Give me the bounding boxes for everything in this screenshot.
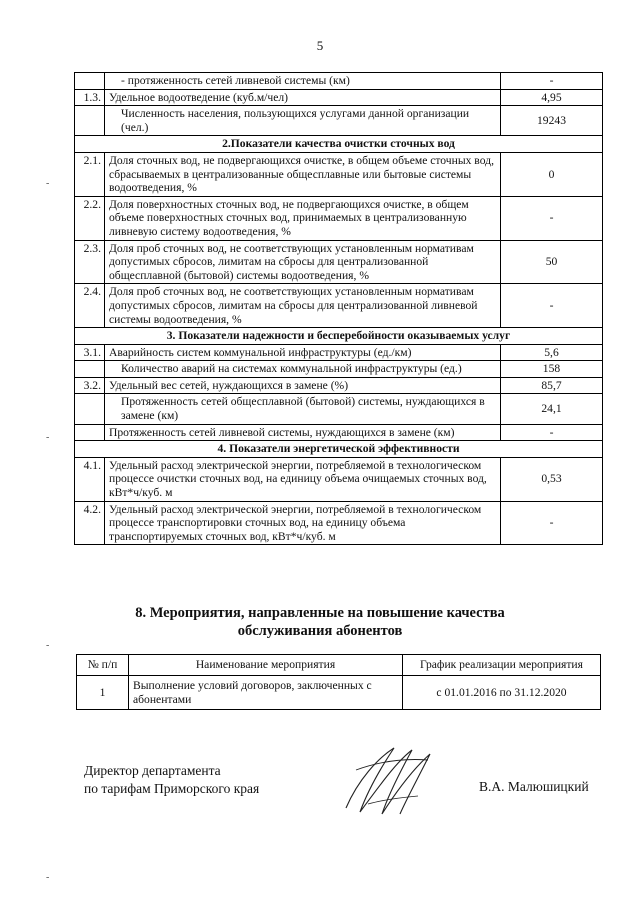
indicator-row <box>75 106 603 136</box>
indicator-number: 4.2. <box>75 501 105 545</box>
section-8-heading-line1: 8. Мероприятия, направленные на повышение качества <box>135 605 505 621</box>
indicator-number: 3.1. <box>75 344 105 361</box>
section-title: 3. Показатели надежности и бесперебойности оказываемых услуг <box>75 328 603 345</box>
signatory-title-line2: по тарифам Приморского края <box>84 781 260 796</box>
indicator-number <box>75 106 105 136</box>
section-title: 2.Показатели качества очистки сточных вод <box>75 136 603 153</box>
page-number: 5 <box>316 38 324 53</box>
section-8-heading <box>0 604 640 640</box>
indicator-row <box>75 394 603 424</box>
indicator-name: Аварийность систем коммунальной инфраструктуры (ед./км) <box>105 344 501 361</box>
measures-table <box>76 654 601 710</box>
indicator-name: Удельное водоотведение (куб.м/чел) <box>105 89 501 106</box>
indicator-value: 4,95 <box>501 89 603 106</box>
indicator-number: 2.2. <box>75 196 105 240</box>
indicator-value: 24,1 <box>501 394 603 424</box>
signatory-title <box>84 762 259 798</box>
indicator-number <box>75 424 105 441</box>
indicator-value: - <box>501 196 603 240</box>
col-number-header: № п/п <box>77 655 129 676</box>
indicator-name: Доля поверхностных сточных вод, не подвергающихся очистке, в общем объеме поверхностных сточных вод, принимаемых в централизованную ливневую систему водоотведения, % <box>105 196 501 240</box>
indicator-number: 3.2. <box>75 377 105 394</box>
indicator-name: Удельный расход электрической энергии, потребляемой в технологическом процессе транспортировки сточных вод, на единицу объема транспортируемых сточных вод, кВт*ч/куб. м <box>105 501 501 545</box>
indicator-value: 0 <box>501 152 603 196</box>
handwritten-signature <box>338 740 438 820</box>
col-name-header: Наименование мероприятия <box>129 655 403 676</box>
indicator-value: 0,53 <box>501 457 603 501</box>
indicator-name: Удельный вес сетей, нуждающихся в замене (%) <box>105 377 501 394</box>
indicator-value: - <box>501 284 603 328</box>
indicator-row <box>75 89 603 106</box>
margin-mark: - <box>46 178 50 189</box>
indicator-value: 19243 <box>501 106 603 136</box>
indicator-value: - <box>501 73 603 90</box>
indicator-name: - протяженность сетей ливневой системы (км) <box>105 73 501 90</box>
measures-header-row <box>77 655 601 676</box>
indicator-number: 4.1. <box>75 457 105 501</box>
indicator-row <box>75 196 603 240</box>
indicator-row <box>75 424 603 441</box>
signatory-title-line1: Директор департамента <box>84 763 221 778</box>
indicator-value: 50 <box>501 240 603 284</box>
indicator-row <box>75 457 603 501</box>
indicator-value: 85,7 <box>501 377 603 394</box>
section-title: 4. Показатели энергетической эффективности <box>75 441 603 458</box>
indicator-number: 2.4. <box>75 284 105 328</box>
section-row <box>75 441 603 458</box>
indicator-name: Доля сточных вод, не подвергающихся очистке, в общем объеме сточных вод, сбрасываемых в централизованные общесплавные или бытовые системы водоотведения, % <box>105 152 501 196</box>
section-8-heading-line2: обслуживания абонентов <box>237 623 403 639</box>
indicator-value: - <box>501 501 603 545</box>
indicator-number: 2.1. <box>75 152 105 196</box>
indicators-table <box>74 72 603 545</box>
indicator-number <box>75 73 105 90</box>
indicator-name: Количество аварий на системах коммунальной инфраструктуры (ед.) <box>105 361 501 378</box>
indicator-name: Удельный расход электрической энергии, потребляемой в технологическом процессе очистки сточных вод, на единицу объема очищаемых сточных вод, кВт*ч/куб. м <box>105 457 501 501</box>
indicator-name: Протяженность сетей ливневой системы, нуждающихся в замене (км) <box>105 424 501 441</box>
section-row <box>75 136 603 153</box>
indicator-row <box>75 377 603 394</box>
section-row <box>75 328 603 345</box>
indicator-row <box>75 361 603 378</box>
indicator-row <box>75 344 603 361</box>
margin-mark: - <box>46 872 50 883</box>
margin-mark: - <box>46 640 50 651</box>
indicator-name: Доля проб сточных вод, не соответствующих установленным нормативам допустимых сбросов, лимитам на сбросы для централизованной ливневой системы водоотведения, % <box>105 284 501 328</box>
indicator-name: Протяженность сетей общесплавной (бытовой) системы, нуждающихся в замене (км) <box>105 394 501 424</box>
indicator-name: Доля проб сточных вод, не соответствующих установленным нормативам допустимых сбросов, лимитам на сбросы для централизованной общесплавной (бытовой) системы водоотведения, % <box>105 240 501 284</box>
measure-number: 1 <box>77 676 129 710</box>
indicator-row <box>75 240 603 284</box>
indicator-value: 158 <box>501 361 603 378</box>
indicator-value: 5,6 <box>501 344 603 361</box>
col-schedule-header: График реализации мероприятия <box>403 655 601 676</box>
indicator-row <box>75 501 603 545</box>
indicator-row <box>75 152 603 196</box>
indicator-name: Численность населения, пользующихся услугами данной организации (чел.) <box>105 106 501 136</box>
measure-name: Выполнение условий договоров, заключенных с абонентами <box>129 676 403 710</box>
indicator-row <box>75 284 603 328</box>
indicators-table-body <box>75 73 603 545</box>
margin-mark: - <box>46 432 50 443</box>
indicator-number <box>75 361 105 378</box>
indicator-number: 2.3. <box>75 240 105 284</box>
measures-row <box>77 676 601 710</box>
measure-schedule: с 01.01.2016 по 31.12.2020 <box>403 676 601 710</box>
signatory-name: В.А. Малюшицкий <box>479 779 589 794</box>
indicator-value: - <box>501 424 603 441</box>
indicator-number <box>75 394 105 424</box>
indicator-row <box>75 73 603 90</box>
indicator-number: 1.3. <box>75 89 105 106</box>
